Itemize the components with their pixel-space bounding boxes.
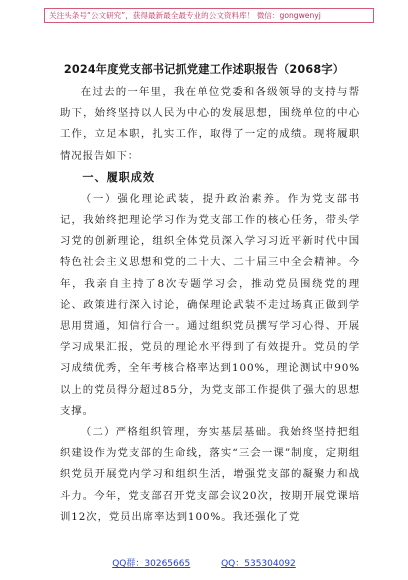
banner-text: 关注头条号“公文研究”，获得最新最全最专业的公文资料库！ 微信：gongwenyj bbox=[49, 11, 321, 20]
document-body bbox=[60, 82, 360, 528]
section-heading: 一、履职成效 bbox=[82, 170, 155, 184]
footer-contacts bbox=[0, 556, 408, 569]
footer-qq-group[interactable]: QQ群：30265665 bbox=[112, 559, 191, 569]
document-title: 2024年度党支部书记抓党建工作述职报告（2068字） bbox=[63, 63, 345, 76]
footer-qq[interactable]: QQ：535304092 bbox=[221, 559, 296, 569]
paragraph-organization: （二）严格组织管理，夯实基层基础。我始终坚持把组织建设作为党支部的生命线，落实“三会一课”制度，定期组织党员开展党内学习和组织生活，增强党支部的凝聚力和战斗力。今年，党支部召开党支部会议20次，按期开展党课培训12次，党员出席率达到100%。我还强化了党 bbox=[60, 426, 360, 523]
paragraph-theory-study: （一）强化理论武装，提升政治素养。作为党支部书记，我始终把理论学习作为党支部工作的核心任务，带头学习党的创新理论，组织全体党员深入学习习近平新时代中国特色社会主义思想和党的二十大、二十届三中全会精神。今年，我亲自主持了8次专题学习会，推动党员围绕党的理论、政策进行深入讨论，确保理论武装不走过场真正做到学思用贯通，知信行合一。通过组织党员撰写学习心得、开展学习成果汇报，党员的理论水平得到了有效提升。党员的学习成绩优秀，全年考核合格率达到100%，理论测试中90%以上的党员得分超过85分，为党支部工作提供了强大的思想支撑。 bbox=[60, 192, 360, 417]
intro-paragraph: 在过去的一年里，我在单位党委和各级领导的支持与帮助下，始终坚持以人民为中心的发展思想，围绕单位的中心工作，立足本职，扎实工作，取得了一定的成绩。现将履职情况报告如下： bbox=[60, 86, 360, 162]
header-banner bbox=[44, 8, 374, 23]
